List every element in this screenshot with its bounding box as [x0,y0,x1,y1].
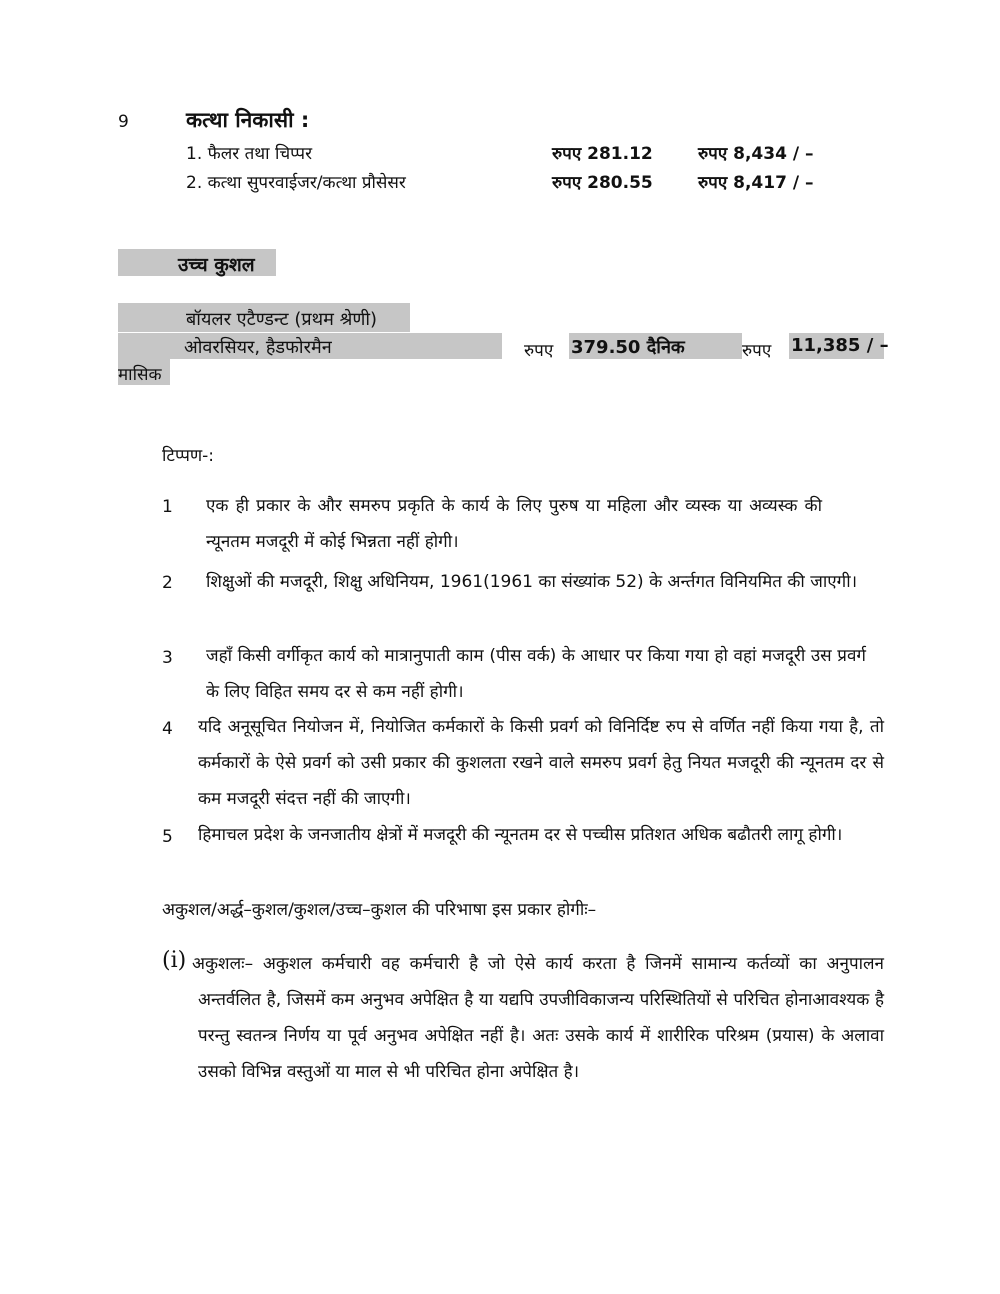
monthly-word: मासिक [118,365,162,385]
rupee-daily-label: रुपए [524,341,554,361]
rupee-monthly-label: रुपए [742,341,772,361]
note-3-number: 3 [162,648,173,668]
high-skilled-line1: बॉयलर एटैण्डन्ट (प्रथम श्रेणी) [186,309,378,330]
section-heading: कत्था निकासी : [186,108,310,132]
note-2-number: 2 [162,573,173,593]
definition-marker: (i) [162,948,187,973]
note-2-text: शिक्षुओं की मजदूरी, शिक्षु अधिनियम, 1961(1961 का संख्यांक 52) के अर्न्तगत विनियमित की जाएगी। [206,572,858,592]
note-1-number: 1 [162,497,173,517]
daily-value: 379.50 दैनिक [571,337,685,358]
note-4-number: 4 [162,719,173,739]
note-3-text: जहाँ किसी वर्गीकृत कार्य को मात्रानुपाती काम (पीस वर्क) के आधार पर किया गया हो वहां मजदूरी उस प्रवर्ग के लिए विहित समय दर से कम नहीं होगी। [206,646,866,702]
row-2-daily: रुपए 280.55 [552,173,653,193]
note-5-text: हिमाचल प्रदेश के जनजातीय क्षेत्रों में मजदूरी की न्यूनतम दर से पच्चीस प्रतिशत अधिक बढौतरी लागू होगी। [198,825,843,845]
note-5-number: 5 [162,827,173,847]
row-2-label: 2. कत्था सुपरवाईजर/कत्था प्रौसेसर [186,173,406,193]
row-1-daily: रुपए 281.12 [552,144,653,164]
high-skilled-heading: उच्च कुशल [178,254,255,276]
definition-text: अकुशलः– अकुशल कर्मचारी वह कर्मचारी है जो ऐसे कार्य करता है जिनमें सामान्य कर्तव्यों का अनुपालन अन्तर्वलित है, जिसमें कम अनुभव अपेक्षित है या यद्यपि उपजीविकाजन्य परिस्थितियों से परिचित होनाआवश्यक है परन्तु स्वतन्त्र निर्णय या पूर्व अनुभव अपेक्षित नहीं है। अतः उसके कार्य में शारीरिक परिश्रम (प्रयास) के अलावा उसको विभिन्न वस्तुओं या माल से भी परिचित होना अपेक्षित है। [192,954,884,1082]
note-4-text: यदि अनूसूचित नियोजन में, नियोजित कर्मकारों के किसी प्रवर्ग को विनिर्दिष्ट रुप से वर्णित नहीं किया गया है, तो कर्मकारों के ऐसे प्रवर्ग को उसी प्रकार की कुशलता रखने वाले समरुप प्रवर्ग हेतु नियत मजदूरी की न्यूनतम दर से कम मजदूरी संदत्त नहीं की जाएगी। [198,717,884,809]
row-1-label: 1. फैलर तथा चिप्पर [186,144,313,164]
row-2-monthly: रुपए 8,417 / – [698,173,814,193]
notes-heading: टिप्पण-: [162,446,215,466]
high-skilled-line2: ओवरसियर, हैडफोरमैन [184,337,332,358]
note-1-text: एक ही प्रकार के और समरुप प्रकृति के कार्य के लिए पुरुष या महिला और व्यस्क या अव्यस्क की न्यूनतम मजदूरी में कोई भिन्नता नहीं होगी। [206,496,822,552]
section-number: 9 [118,112,129,132]
row-1-monthly: रुपए 8,434 / – [698,144,814,164]
definition-intro: अकुशल/अर्द्ध–कुशल/कुशल/उच्च–कुशल की परिभाषा इस प्रकार होगीः– [162,900,597,920]
monthly-value: 11,385 / – [791,335,889,356]
